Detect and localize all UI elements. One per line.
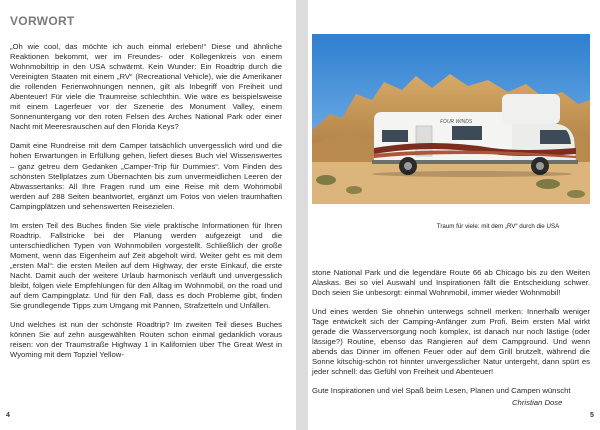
left-page	[0, 0, 296, 430]
right-page	[308, 0, 600, 430]
paragraph: Und eines werden Sie ohnehin unterwegs schnell merken: Innerhalb weniger Tage entwickelt sich der Camping-Anfänger zum Profi. Beim ersten Mal wirkt gerade die Wasserversorgung noch komplex, ist danach nur noch lästige (oder lässige?) Routine, ebenso das Rangieren auf dem Campground. Und wenn abends das Dinner im offenen Feuer oder auf dem Grill brutzelt, während die Sonne kitschig-schön rot hinnter unvergesslicher Natur untergeht, dann spürt es jeder schnell: das Gefühl von Freiheit und Abenteuer!	[312, 307, 590, 377]
author-signature: Christian Dose	[512, 398, 563, 407]
paragraph: Damit eine Rundreise mit dem Camper tatsächlich unvergesslich wird und die hohen Erwartungen in Erfüllung gehen, liefert dieses Buch viel Wissenswertes – ganz getreu dem Gedanken „Camper-Trip für Dummies“. Vom Finden des schönsten Stellplatzes zum Übernachten bis zum unvermeidlichen Leeren der Abwassertanks: All Ihre Fragen rund um eine Reise mit dem Wohnmobil werden auf 288 Seiten beantwortet, ergänzt um Fotos von vielen traumhaften Campingplätzen und sehenswerten Reisezielen.	[10, 141, 282, 211]
paragraph: „Oh wie cool, das möchte ich auch einmal erleben!“ Diese und ähnliche Reaktionen bekommt, wer im Freundes- oder Kollegenkreis von einem Wohnmobiltrip in den USA schwärmt. Kein Wunder: Ein Roadtrip durch die Vereinigten Staaten mit einem „RV“ (Recreational Vehicle), wie die Amerikaner die rollenden Ferienwohnungen nennen, gilt als Inbegriff von Freiheit und Abenteuer! Für viele die Traumreise schlechthin. Wie wäre es beispielsweise mit einem Lagerfeuer vor der Szenerie des Monument Valley, einem Sonnenuntergang vor den roten Felsen des Arches National Park oder einer Nacht mit Meeresrauschen auf den Florida Keys?	[10, 42, 282, 132]
photo-caption: Traum für viele: mit dem „RV“ durch die USA	[410, 221, 586, 232]
paragraph: Gute Inspirationen und viel Spaß beim Lesen, Planen und Campen wünscht	[312, 386, 571, 396]
paragraph: Im ersten Teil des Buches finden Sie viele praktische Informationen für Ihren Roadtrip. Fallstricke bei der Planung werden aufgezeigt und die unterschiedlichen Typen von Wohnmobilen vorgestellt. Schließlich der große Moment, wenn das Eigenheim auf Zeit abgeholt wird. Weiter geht es mit dem „ersten Mal“: die ersten Meilen auf dem Highway, der erste Einkauf, die erste Nacht. Damit auch der weitere Urlaub harmonisch verläuft und unvergesslich bleibt, folgen viele Empfehlungen für den Alltag im Wohnmobil, on the road und auf dem Campingplatz. Und für den Fall, dass es doch Probleme gibt, finden Sie grundlegende Tipps zum Umgang mit Pannen, Strafzetteln und Unfällen.	[10, 220, 282, 311]
paragraph: stone National Park und die legendäre Route 66 ab Chicago bis zu den Weiten Alaskas. Bei so viel Auswahl und Inspirationen fällt die Entscheidung schwer. Doch seien Sie unbesorgt: einmal Wohnmobil, immer wieder Wohnmobil!	[312, 268, 590, 298]
page-number: 5	[590, 412, 594, 419]
right-text-column	[312, 268, 590, 406]
book-gutter	[296, 0, 308, 430]
left-text-column	[10, 42, 282, 369]
rv-desert-illustration	[312, 34, 590, 204]
page-number: 4	[6, 412, 10, 419]
rv-photo	[312, 34, 590, 230]
rv-badge: FOUR WINDS	[440, 119, 473, 125]
paragraph: Und welches ist nun der schönste Roadtrip? Im zweiten Teil dieses Buches können Sie auf zehn ausgewählten Routen schon einmal gedanklich voraus reisen: von der Traumstraße Highway 1 in Kalifornien über The Great West in Wyoming mit dem Topziel Yellow-	[10, 320, 282, 360]
chapter-heading: VORWORT	[10, 14, 75, 28]
